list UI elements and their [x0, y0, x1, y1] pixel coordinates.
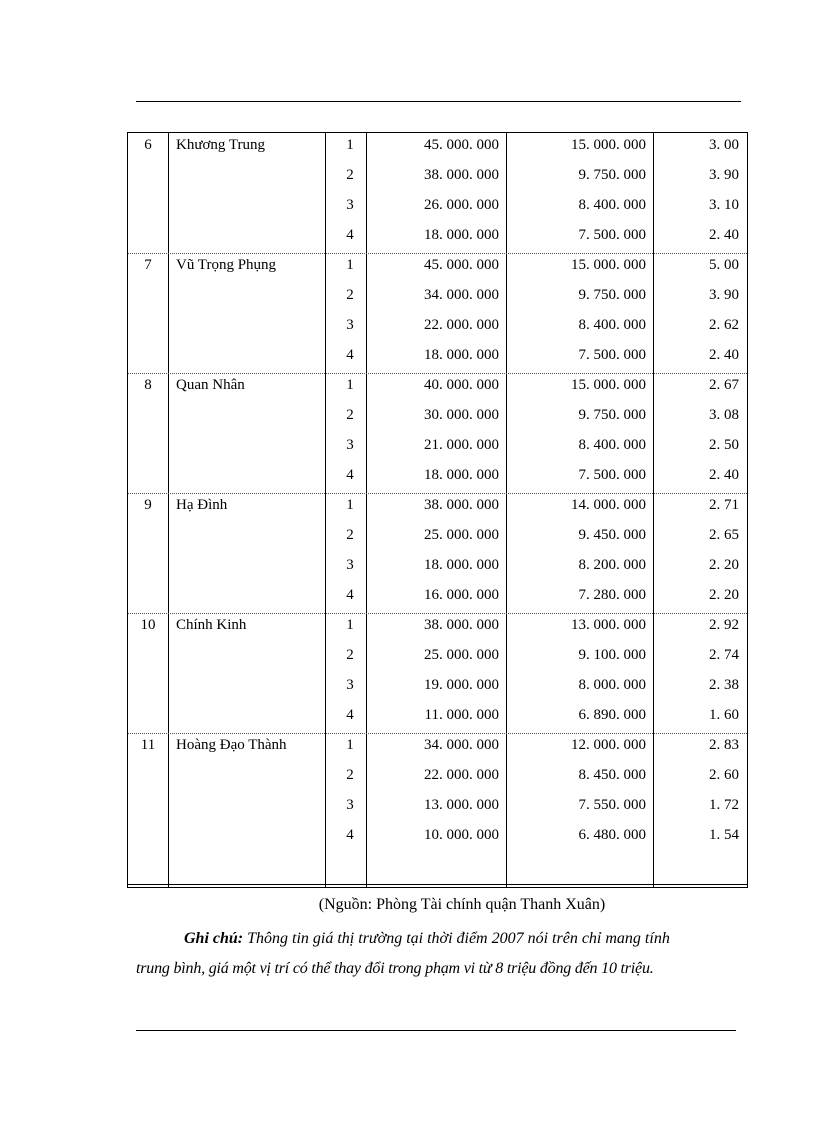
group-separator — [128, 733, 747, 734]
position-cell: 4 — [346, 227, 354, 243]
ratio-cell: 3. 08 — [709, 407, 739, 423]
position-cell: 1 — [346, 617, 354, 633]
market-price-cell: 18. 000. 000 — [424, 347, 499, 363]
position-cell: 4 — [346, 467, 354, 483]
ratio-cell: 2. 65 — [709, 527, 739, 543]
market-price-cell: 38. 000. 000 — [424, 617, 499, 633]
street-name: Quan Nhân — [176, 377, 245, 393]
market-price-cell: 26. 000. 000 — [424, 197, 499, 213]
market-price-cell: 13. 000. 000 — [424, 797, 499, 813]
ratio-cell: 2. 50 — [709, 437, 739, 453]
state-price-cell: 6. 480. 000 — [578, 827, 646, 843]
market-price-cell: 30. 000. 000 — [424, 407, 499, 423]
ratio-cell: 3. 90 — [709, 167, 739, 183]
state-price-cell: 8. 200. 000 — [578, 557, 646, 573]
position-cell: 3 — [346, 197, 354, 213]
state-price-cell: 7. 500. 000 — [578, 347, 646, 363]
ratio-cell: 2. 38 — [709, 677, 739, 693]
row-number: 6 — [144, 137, 152, 153]
row-number: 8 — [144, 377, 152, 393]
ratio-cell: 2. 62 — [709, 317, 739, 333]
street-name: Khương Trung — [176, 137, 266, 153]
group-separator — [128, 493, 747, 494]
state-price-cell: 6. 890. 000 — [578, 707, 646, 723]
market-price-cell: 25. 000. 000 — [424, 647, 499, 663]
position-cell: 2 — [346, 767, 354, 783]
street-name: Vũ Trọng Phụng — [176, 257, 277, 273]
state-price-cell: 7. 550. 000 — [578, 797, 646, 813]
position-cell: 1 — [346, 377, 354, 393]
market-price-cell: 22. 000. 000 — [424, 767, 499, 783]
ratio-cell: 2. 40 — [709, 467, 739, 483]
footer-rule — [136, 1030, 736, 1031]
position-cell: 1 — [346, 257, 354, 273]
source-caption: (Nguồn: Phòng Tài chính quận Thanh Xuân) — [318, 896, 606, 913]
position-cell: 4 — [346, 707, 354, 723]
column-divider — [506, 133, 507, 887]
position-cell: 3 — [346, 437, 354, 453]
group-separator — [128, 613, 747, 614]
row-number: 9 — [144, 497, 152, 513]
note-text-1: Thông tin giá thị trường tại thời điểm 2007 nói trên chỉ mang tính — [243, 930, 670, 947]
note-line-1 — [136, 924, 742, 954]
price-table — [127, 132, 748, 888]
state-price-cell: 9. 750. 000 — [578, 287, 646, 303]
ratio-cell: 2. 92 — [709, 617, 739, 633]
state-price-cell: 15. 000. 000 — [571, 257, 646, 273]
ratio-cell: 1. 72 — [709, 797, 739, 813]
market-price-cell: 16. 000. 000 — [424, 587, 499, 603]
position-cell: 1 — [346, 737, 354, 753]
state-price-cell: 9. 750. 000 — [578, 407, 646, 423]
state-price-cell: 7. 500. 000 — [578, 467, 646, 483]
market-price-cell: 22. 000. 000 — [424, 317, 499, 333]
position-cell: 4 — [346, 347, 354, 363]
market-price-cell: 10. 000. 000 — [424, 827, 499, 843]
ratio-cell: 3. 90 — [709, 287, 739, 303]
position-cell: 3 — [346, 557, 354, 573]
position-cell: 3 — [346, 317, 354, 333]
ratio-cell: 2. 20 — [709, 557, 739, 573]
street-name: Hạ Đình — [176, 497, 228, 513]
position-cell: 2 — [346, 407, 354, 423]
market-price-cell: 18. 000. 000 — [424, 557, 499, 573]
position-cell: 2 — [346, 527, 354, 543]
position-cell: 2 — [346, 647, 354, 663]
ratio-cell: 3. 00 — [709, 137, 739, 153]
market-price-cell: 34. 000. 000 — [424, 737, 499, 753]
state-price-cell: 14. 000. 000 — [571, 497, 646, 513]
market-price-cell: 45. 000. 000 — [424, 257, 499, 273]
position-cell: 4 — [346, 827, 354, 843]
position-cell: 1 — [346, 137, 354, 153]
street-name: Hoàng Đạo Thành — [176, 737, 287, 753]
row-number: 10 — [140, 617, 156, 633]
street-name: Chính Kinh — [176, 617, 247, 633]
ratio-cell: 2. 20 — [709, 587, 739, 603]
state-price-cell: 8. 400. 000 — [578, 197, 646, 213]
column-divider — [653, 133, 654, 887]
state-price-cell: 9. 100. 000 — [578, 647, 646, 663]
state-price-cell: 9. 750. 000 — [578, 167, 646, 183]
market-price-cell: 34. 000. 000 — [424, 287, 499, 303]
note-line-2: trung bình, giá một vị trí có thể thay đổi trong phạm vi từ 8 triệu đồng đến 10 triệu. — [136, 960, 654, 977]
state-price-cell: 9. 450. 000 — [578, 527, 646, 543]
state-price-cell: 13. 000. 000 — [571, 617, 646, 633]
market-price-cell: 21. 000. 000 — [424, 437, 499, 453]
market-price-cell: 40. 000. 000 — [424, 377, 499, 393]
state-price-cell: 8. 450. 000 — [578, 767, 646, 783]
market-price-cell: 11. 000. 000 — [424, 707, 499, 723]
ratio-cell: 2. 74 — [709, 647, 739, 663]
group-separator — [128, 253, 747, 254]
state-price-cell: 8. 400. 000 — [578, 317, 646, 333]
market-price-cell: 19. 000. 000 — [424, 677, 499, 693]
market-price-cell: 18. 000. 000 — [424, 227, 499, 243]
ratio-cell: 5. 00 — [709, 257, 739, 273]
state-price-cell: 7. 500. 000 — [578, 227, 646, 243]
note-label: Ghi chú: — [184, 930, 244, 947]
group-separator — [128, 373, 747, 374]
market-price-cell: 45. 000. 000 — [424, 137, 499, 153]
ratio-cell: 2. 67 — [709, 377, 739, 393]
column-divider — [366, 133, 367, 887]
column-divider — [168, 133, 169, 887]
market-price-cell: 38. 000. 000 — [424, 497, 499, 513]
state-price-cell: 8. 000. 000 — [578, 677, 646, 693]
row-number: 7 — [144, 257, 152, 273]
position-cell: 2 — [346, 167, 354, 183]
ratio-cell: 1. 54 — [709, 827, 739, 843]
position-cell: 3 — [346, 797, 354, 813]
ratio-cell: 2. 83 — [709, 737, 739, 753]
column-divider — [325, 133, 326, 887]
state-price-cell: 7. 280. 000 — [578, 587, 646, 603]
ratio-cell: 3. 10 — [709, 197, 739, 213]
ratio-cell: 1. 60 — [709, 707, 739, 723]
position-cell: 3 — [346, 677, 354, 693]
position-cell: 4 — [346, 587, 354, 603]
state-price-cell: 15. 000. 000 — [571, 377, 646, 393]
market-price-cell: 25. 000. 000 — [424, 527, 499, 543]
market-price-cell: 38. 000. 000 — [424, 167, 499, 183]
state-price-cell: 12. 000. 000 — [571, 737, 646, 753]
header-rule — [136, 101, 741, 102]
position-cell: 1 — [346, 497, 354, 513]
note-paragraph — [136, 924, 742, 984]
ratio-cell: 2. 60 — [709, 767, 739, 783]
position-cell: 2 — [346, 287, 354, 303]
state-price-cell: 8. 400. 000 — [578, 437, 646, 453]
ratio-cell: 2. 71 — [709, 497, 739, 513]
ratio-cell: 2. 40 — [709, 227, 739, 243]
row-number: 11 — [140, 737, 156, 753]
state-price-cell: 15. 000. 000 — [571, 137, 646, 153]
ratio-cell: 2. 40 — [709, 347, 739, 363]
market-price-cell: 18. 000. 000 — [424, 467, 499, 483]
